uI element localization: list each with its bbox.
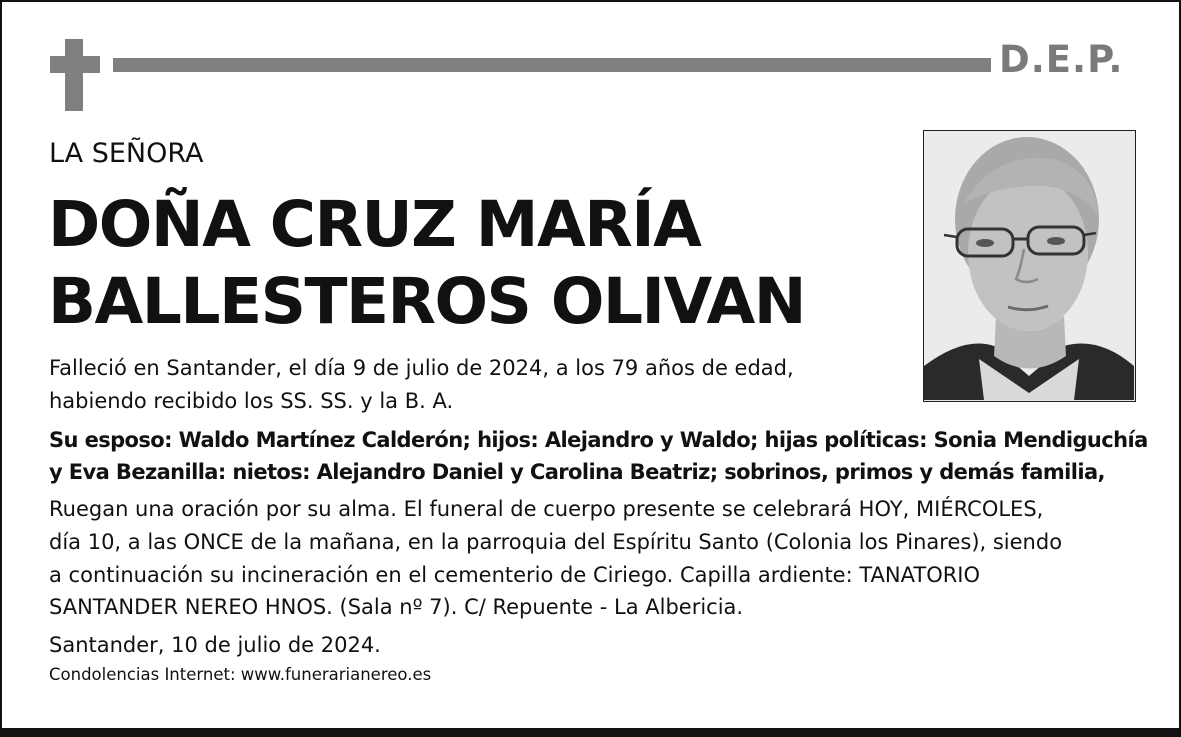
death-notice-line-2: habiendo recibido los SS. SS. y la B. A. [49, 389, 454, 413]
condolences-line: Condolencias Internet: www.funerarianereo.es [49, 665, 432, 684]
family-line-2: y Eva Bezanilla: nietos: Alejandro Daniel y Carolina Beatriz; sobrinos, primos y demás familia, [49, 460, 1105, 484]
funeral-line-2: día 10, a las ONCE de la mañana, en la parroquia del Espíritu Santo (Colonia los Pinares), siendo [49, 530, 1063, 554]
bottom-border [2, 728, 1179, 737]
funeral-line-4: SANTANDER NEREO HNOS. (Sala nº 7). C/ Repuente - La Albericia. [49, 595, 744, 619]
funeral-line-3: a continuación su incineración en el cementerio de Ciriego. Capilla ardiente: TANATORIO [49, 563, 981, 587]
deceased-name-line-2: BALLESTEROS OLIVAN [48, 265, 805, 338]
title-prefix: LA SEÑORA [49, 138, 204, 169]
funeral-line-1: Ruegan una oración por su alma. El funeral de cuerpo presente se celebrará HOY, MIÉRCOLES, [49, 497, 1044, 521]
place-date: Santander, 10 de julio de 2024. [49, 633, 381, 657]
family-line-1: Su esposo: Waldo Martínez Calderón; hijos: Alejandro y Waldo; hijas políticas: Sonia Mendiguchía [49, 428, 1148, 452]
deceased-photo [923, 130, 1136, 402]
header-rule [113, 58, 991, 72]
deceased-name-line-1: DOÑA CRUZ MARÍA [48, 188, 701, 261]
cross-icon [50, 39, 100, 111]
death-notice-line-1: Falleció en Santander, el día 9 de julio de 2024, a los 79 años de edad, [49, 356, 794, 380]
dep-label: D.E.P. [999, 38, 1124, 81]
